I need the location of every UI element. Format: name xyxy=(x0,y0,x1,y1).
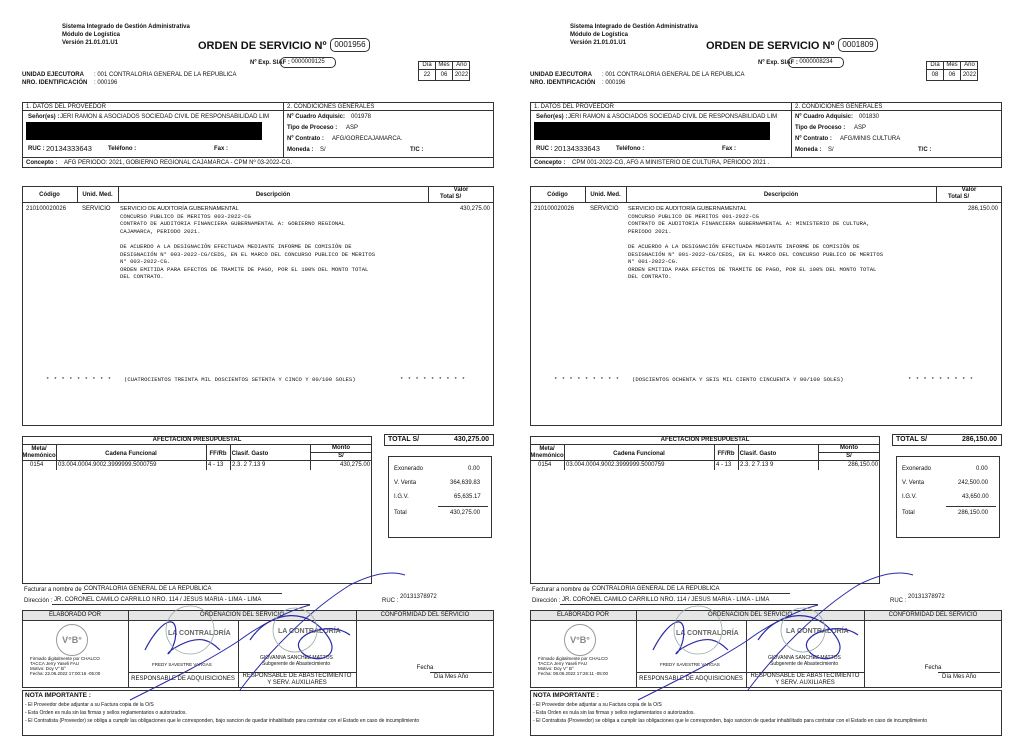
cuadro-value: 001978 xyxy=(351,114,372,120)
tipo-proceso-value: ASP xyxy=(346,125,359,131)
date-month: 06 xyxy=(440,72,448,78)
vventa-value: 364,639.83 xyxy=(450,480,481,486)
nota-1: - El Proveedor debe adjuntar a su Factura copia de la O/S xyxy=(25,702,154,708)
fax-label: Fax : xyxy=(722,146,737,152)
senores-label: Señor(es) : xyxy=(28,114,60,120)
concepto-value: CPM 001-2022-CG, AFG A MINISTERIO DE CULTURA, PERIODO 2021 . xyxy=(572,160,770,166)
conformidad-label: CONFORMIDAD DEL SERVICIO xyxy=(888,612,978,618)
facturar-value: CONTRALORIA GENERAL DE LA REPUBLICA xyxy=(592,586,720,592)
version-label: Versión 21.01.01.U1 xyxy=(62,40,119,46)
clasif-label: Clasif. Gasto xyxy=(739,451,777,457)
col-descripcion: Descripción xyxy=(763,192,799,198)
exp-siaf-value: 0000008234 xyxy=(788,57,844,68)
exonerado-label: Exonerado xyxy=(902,466,932,472)
soles-label: S/ xyxy=(338,453,344,459)
description-line: DE ACUERDO A LA DESIGNACIÓN EFECTUADA MEDIANTE INFORME DE COMISIÓN DE xyxy=(120,243,352,250)
ffrb-label: FF/Rb xyxy=(209,451,227,457)
cuadro-value: 001830 xyxy=(859,114,880,120)
order-number: 0001809 xyxy=(838,38,878,52)
signer2-name: GIOVANNA SANCHEZ MATTOS xyxy=(768,655,841,661)
total-label: TOTAL S/ xyxy=(388,436,420,443)
signer-name: FREDY SAVESTRE VARGAS xyxy=(152,662,212,667)
provider-section-title: 1. DATOS DEL PROVEEDOR xyxy=(534,104,614,110)
ruc-value: 20134333643 xyxy=(46,144,92,153)
amount-in-words: (CUATROCIENTOS TREINTA MIL DOSCIENTOS SETENTA Y CINCO Y 00/100 SOLES) xyxy=(124,376,356,383)
provider-name: JERI RAMON & ASOCIADOS SOCIEDAD CIVIL DE RESPONSABILIDAD LIM xyxy=(568,114,778,120)
digital-sig-line-1: Firmado digitalmente por CHALCO xyxy=(30,656,100,661)
monto-label: Monto xyxy=(332,445,350,451)
contraloria-logo-2: LA CONTRALORÍA xyxy=(786,628,849,635)
service-order-0001956 xyxy=(10,0,510,743)
description-line: DE ACUERDO A LA DESIGNACIÓN EFECTUADA MEDIANTE INFORME DE COMISIÓN DE xyxy=(628,243,860,250)
dia-mes-anio-label: Día Mes Año xyxy=(434,674,469,680)
facturar-label: Facturar a nombre de : xyxy=(532,587,594,593)
item-codigo: 210100020026 xyxy=(534,206,575,212)
item-valor: 430,275.00 xyxy=(459,206,490,212)
description-line: PERIODO 2021. xyxy=(628,227,672,235)
clasif-label: Clasif. Gasto xyxy=(231,451,269,457)
day-header: Día xyxy=(422,62,432,68)
ordenacion-label: ORDENACION DEL SERVICIO xyxy=(707,612,793,618)
description-line: SERVICIO DE AUDITORÍA GUBERNAMENTAL xyxy=(628,206,747,212)
facturar-value: CONTRALORIA GENERAL DE LA REPUBLICA xyxy=(84,586,212,592)
exonerado-label: Exonerado xyxy=(394,466,424,472)
date-day: 08 xyxy=(931,72,939,78)
mnemonico-label: Mnemónico xyxy=(22,453,56,459)
dots-right: * * * * * * * * * xyxy=(400,376,466,383)
total2-label: Total xyxy=(902,510,915,516)
module-name: Módulo de Logística xyxy=(570,32,628,38)
col-valor: Valor xyxy=(961,187,977,193)
resp-abastecimiento-1: RESPONSABLE DE ABASTECIMIENTO xyxy=(750,673,860,679)
nota-3: - El Contratista (Proveedor) se obliga a cumplir las obligaciones que le corresponden, bajo sancion de quedar inhabilitado para contratar con el Estado en caso de incumplimiento xyxy=(533,718,928,724)
description-line: DEL CONTRATO. xyxy=(628,273,672,281)
ffrb-value: 4 - 13 xyxy=(716,462,732,468)
cadena-value: 03.004.0004.9002.3999999.5000759 xyxy=(58,462,157,468)
description-line: DEL CONTRATO. xyxy=(120,273,164,281)
year-header: Año xyxy=(456,62,467,68)
fecha-label: Fecha xyxy=(416,665,434,671)
conditions-section-title: 2. CONDICIONES GENERALES xyxy=(795,104,883,110)
meta-value: 0154 xyxy=(30,462,44,468)
cuadro-label: Nº Cuadro Adquisic: xyxy=(287,114,345,120)
exonerado-value: 0.00 xyxy=(976,466,988,472)
col-unid: Unid. Med. xyxy=(590,192,621,198)
contrato-label: Nº Contrato : xyxy=(287,136,324,142)
description-line: CAJAMARCA, PERIODO 2021. xyxy=(120,227,201,235)
description-line: N° 001-2022-CG. xyxy=(628,258,679,266)
concepto-value: AFG PERIODO: 2021, GOBIERNO REGIONAL CAJAMARCA - CPM Nº 03-2022-CG. xyxy=(64,160,293,166)
ruc-label: RUC : xyxy=(28,146,45,152)
fecha-label: Fecha xyxy=(924,665,942,671)
ruc2-label: RUC : xyxy=(382,598,399,604)
direccion-label: Dirección : xyxy=(24,598,53,604)
digital-sig-line-3: Motivo: Doy V° B° xyxy=(30,666,66,671)
vventa-value: 242,500.00 xyxy=(958,480,989,486)
resp-adquisiciones: RESPONSABLE DE ADQUISICIONES xyxy=(639,676,743,682)
nota-title: NOTA IMPORTANTE : xyxy=(533,692,599,699)
order-title: ORDEN DE SERVICIO Nº xyxy=(706,40,835,52)
exonerado-value: 0.00 xyxy=(468,466,480,472)
description-line: CONTRATO DE AUDITORIA FINANCIERA GUBERNAMENTAL A: MINISTERIO DE CULTURA, xyxy=(628,220,870,228)
soles-label: S/ xyxy=(846,453,852,459)
total-value: 286,150.00 xyxy=(962,436,998,443)
date-year: 2022 xyxy=(962,72,977,78)
elaborado-label: ELABORADO POR xyxy=(556,612,609,618)
description-line: ORDEN EMITIDA PARA EFECTOS DE TRAMITE DE PAGO, POR EL 100% DEL MONTO TOTAL xyxy=(120,265,369,273)
resp-adquisiciones: RESPONSABLE DE ADQUISICIONES xyxy=(131,676,235,682)
mnemonico-label: Mnemónico xyxy=(530,453,564,459)
item-unidad: SERVICIO xyxy=(590,206,619,212)
nota-2: - Esta Orden es nula sin las firmas y sellos reglamentarios o autorizados. xyxy=(533,710,695,716)
id-label: NRO. IDENTIFICACIÓN xyxy=(530,80,596,86)
service-order-0001809 xyxy=(518,0,1018,743)
elaborado-label: ELABORADO POR xyxy=(48,612,101,618)
tc-label: T/C : xyxy=(410,147,424,153)
ruc2-value: 20131378972 xyxy=(400,594,437,600)
exp-siaf-label: Nº Exp. SIAF : xyxy=(250,60,290,66)
system-name: Sistema Integrado de Gestión Administrativa xyxy=(570,24,698,30)
description-line: ORDEN EMITIDA PARA EFECTOS DE TRAMITE DE PAGO, POR EL 100% DEL MONTO TOTAL xyxy=(628,265,877,273)
id-value: : 000196 xyxy=(602,80,626,86)
unit-value: : 001 CONTRALORIA GENERAL DE LA REPUBLICA xyxy=(94,72,237,78)
direccion-value: JR. CORONEL CAMILO CARRILLO NRO. 114 / JESUS MARIA - LIMA - LIMA xyxy=(54,597,262,603)
dots-left: * * * * * * * * * xyxy=(554,376,620,383)
facturar-label: Facturar a nombre de : xyxy=(24,587,86,593)
id-value: : 000196 xyxy=(94,80,118,86)
provider-section-title: 1. DATOS DEL PROVEEDOR xyxy=(26,104,106,110)
month-header: Mes xyxy=(946,62,958,68)
description-line: N° 003-2022-CG. xyxy=(120,258,171,266)
col-codigo: Código xyxy=(547,192,568,198)
ffrb-value: 4 - 13 xyxy=(208,462,224,468)
system-name: Sistema Integrado de Gestión Administrativa xyxy=(62,24,190,30)
item-valor: 286,150.00 xyxy=(967,206,998,212)
version-label: Versión 21.01.01.U1 xyxy=(570,40,627,46)
resp-abastecimiento-2: Y SERV. AUXILIARES xyxy=(775,680,835,686)
conformidad-label: CONFORMIDAD DEL SERVICIO xyxy=(380,612,470,618)
monto-value: 430,275.00 xyxy=(340,462,371,468)
unit-label: UNIDAD EJECUTORA xyxy=(22,72,84,78)
cuadro-label: Nº Cuadro Adquisic: xyxy=(795,114,853,120)
unit-label: UNIDAD EJECUTORA xyxy=(530,72,592,78)
afectacion-title: AFECTACION PRESUPUESTAL xyxy=(660,437,750,443)
concepto-label: Concepto : xyxy=(26,160,58,166)
signer2-name: GIOVANNA SANCHEZ MATTOS xyxy=(260,655,333,661)
digital-sig-line-2: TACCA Jerry Yaseli FAU xyxy=(538,661,588,666)
contrato-value: AFG/GORECAJAMARCA. xyxy=(332,136,403,142)
module-name: Módulo de Logística xyxy=(62,32,120,38)
direccion-label: Dirección : xyxy=(532,598,561,604)
digital-sig-date: Fecha: 22.06.2022 17:00:16 -05:00 xyxy=(30,671,101,676)
fax-label: Fax : xyxy=(214,146,229,152)
ffrb-label: FF/Rb xyxy=(717,451,735,457)
month-header: Mes xyxy=(438,62,450,68)
exp-siaf-label: Nº Exp. SIAF : xyxy=(758,60,798,66)
description-line: SERVICIO DE AUDITORÍA GUBERNAMENTAL xyxy=(120,206,239,212)
description-line: DESIGNACIÓN N° 001-2022-CG/CEDS, EN EL MARCO DEL CONCURSO PUBLICO DE MERITOS xyxy=(628,250,884,258)
meta-label: Meta/ xyxy=(31,446,47,452)
ruc2-label: RUC : xyxy=(890,598,907,604)
nota-3: - El Contratista (Proveedor) se obliga a cumplir las obligaciones que le corresponden, bajo sancion de quedar inhabilitado para contratar con el Estado en caso de incumplimiento xyxy=(25,718,420,724)
ruc2-value: 20131378972 xyxy=(908,594,945,600)
provider-name: JERI RAMON & ASOCIADOS SOCIEDAD CIVIL DE RESPONSABILIDAD LIM xyxy=(60,114,270,120)
total-value: 430,275.00 xyxy=(454,436,490,443)
resp-abastecimiento-1: RESPONSABLE DE ABASTECIMIENTO xyxy=(242,673,352,679)
date-day: 22 xyxy=(423,72,431,78)
moneda-label: Moneda : xyxy=(795,147,822,153)
cadena-label: Cadena Funcional xyxy=(105,451,157,457)
conditions-section-title: 2. CONDICIONES GENERALES xyxy=(287,104,375,110)
description-line: CONCURSO PUBLICO DE MERITOS 001-2022-CG xyxy=(628,212,759,220)
col-codigo: Código xyxy=(39,192,60,198)
col-valor: Valor xyxy=(453,187,469,193)
item-codigo: 210100020026 xyxy=(26,206,67,212)
item-unidad: SERVICIO xyxy=(82,206,111,212)
col-total: Total S/ xyxy=(948,194,970,200)
meta-label: Meta/ xyxy=(539,446,555,452)
date-month: 06 xyxy=(948,72,956,78)
exp-siaf-value: 0000009125 xyxy=(280,57,336,68)
col-total: Total S/ xyxy=(440,194,462,200)
clasif-value: 2.3. 2 7.13 9 xyxy=(740,462,774,468)
tipo-proceso-label: Tipo de Proceso : xyxy=(795,125,846,131)
afectacion-title: AFECTACION PRESUPUESTAL xyxy=(152,437,242,443)
igv-label: I.G.V. xyxy=(394,494,409,500)
tc-label: T/C : xyxy=(918,147,932,153)
monto-value: 286,150.00 xyxy=(848,462,879,468)
contrato-value: AFG/MINIS CULTURA xyxy=(840,136,901,142)
vobo-stamp: V°B° xyxy=(56,624,88,656)
col-unid: Unid. Med. xyxy=(82,192,113,198)
description-line: DESIGNACIÓN N° 003-2022-CG/CEDS, EN EL MARCO DEL CONCURSO PUBLICO DE MERITOS xyxy=(120,250,376,258)
tipo-proceso-value: ASP xyxy=(854,125,867,131)
contraloria-logo-1: LA CONTRALORÍA xyxy=(676,630,739,637)
col-descripcion: Descripción xyxy=(255,192,291,198)
order-number: 0001956 xyxy=(330,38,370,52)
tipo-proceso-label: Tipo de Proceso : xyxy=(287,125,338,131)
monto-label: Monto xyxy=(840,445,858,451)
telefono-label: Teléfono : xyxy=(108,146,137,152)
nota-2: - Esta Orden es nula sin las firmas y sellos reglamentarios o autorizados. xyxy=(25,710,187,716)
total-label: TOTAL S/ xyxy=(896,436,928,443)
digital-sig-line-1: Firmado digitalmente por CHALCO xyxy=(538,656,608,661)
clasif-value: 2.3. 2 7.13 9 xyxy=(232,462,266,468)
signer-name: FREDY SAVESTRE VARGAS xyxy=(660,662,720,667)
concepto-label: Concepto : xyxy=(534,160,566,166)
vventa-label: V. Venta xyxy=(902,480,925,486)
moneda-label: Moneda : xyxy=(287,147,314,153)
description-line: CONTRATO DE AUDITORIA FINANCIERA GUBERNAMENTAL A: GOBIERNO REGIONAL xyxy=(120,220,345,228)
order-title: ORDEN DE SERVICIO Nº xyxy=(198,40,327,52)
dots-right: * * * * * * * * * xyxy=(908,376,974,383)
cadena-value: 03.004.0004.9002.3999999.5000759 xyxy=(566,462,665,468)
digital-sig-line-2: TACCA Jerry Yaseli FAU xyxy=(30,661,80,666)
igv-value: 43,650.00 xyxy=(962,494,989,500)
cadena-label: Cadena Funcional xyxy=(613,451,665,457)
contraloria-logo-2: LA CONTRALORÍA xyxy=(278,628,341,635)
ordenacion-label: ORDENACION DEL SERVICIO xyxy=(199,612,285,618)
redacted-block xyxy=(534,122,770,140)
dots-left: * * * * * * * * * xyxy=(46,376,112,383)
telefono-label: Teléfono : xyxy=(616,146,645,152)
day-header: Día xyxy=(930,62,940,68)
moneda-value: S/ xyxy=(320,147,326,153)
vobo-stamp: V°B° xyxy=(564,624,596,656)
digital-sig-date: Fecha: 08.06.2022 17:26:11 -05:00 xyxy=(538,671,608,676)
nota-1: - El Proveedor debe adjuntar a su Factura copia de la O/S xyxy=(533,702,662,708)
redacted-block xyxy=(26,122,262,140)
moneda-value: S/ xyxy=(828,147,834,153)
total2-value: 286,150.00 xyxy=(958,510,989,516)
ruc-label: RUC : xyxy=(536,146,553,152)
igv-label: I.G.V. xyxy=(902,494,917,500)
contrato-label: Nº Contrato : xyxy=(795,136,832,142)
ruc-value: 20134333643 xyxy=(554,144,600,153)
signer2-role: Subgerente de Abastecimiento xyxy=(770,661,839,667)
direccion-value: JR. CORONEL CAMILO CARRILLO NRO. 114 / JESUS MARIA - LIMA - LIMA xyxy=(562,597,770,603)
unit-value: : 001 CONTRALORIA GENERAL DE LA REPUBLICA xyxy=(602,72,745,78)
senores-label: Señor(es) : xyxy=(536,114,568,120)
igv-value: 65,635.17 xyxy=(454,494,481,500)
resp-abastecimiento-2: Y SERV. AUXILIARES xyxy=(267,680,327,686)
amount-in-words: (DOSCIENTOS OCHENTA Y SEIS MIL CIENTO CINCUENTA Y 00/100 SOLES) xyxy=(632,376,844,383)
total2-label: Total xyxy=(394,510,407,516)
date-year: 2022 xyxy=(454,72,469,78)
meta-value: 0154 xyxy=(538,462,552,468)
vventa-label: V. Venta xyxy=(394,480,417,486)
dia-mes-anio-label: Día Mes Año xyxy=(942,674,977,680)
contraloria-logo-1: LA CONTRALORÍA xyxy=(168,630,231,637)
total2-value: 430,275.00 xyxy=(450,510,481,516)
digital-sig-line-3: Motivo: Doy V° B° xyxy=(538,666,574,671)
id-label: NRO. IDENTIFICACIÓN xyxy=(22,80,88,86)
signer2-role: Subgerente de Abastecimiento xyxy=(262,661,331,667)
year-header: Año xyxy=(964,62,975,68)
description-line: CONCURSO PUBLICO DE MERITOS 003-2022-CG xyxy=(120,212,251,220)
nota-title: NOTA IMPORTANTE : xyxy=(25,692,91,699)
